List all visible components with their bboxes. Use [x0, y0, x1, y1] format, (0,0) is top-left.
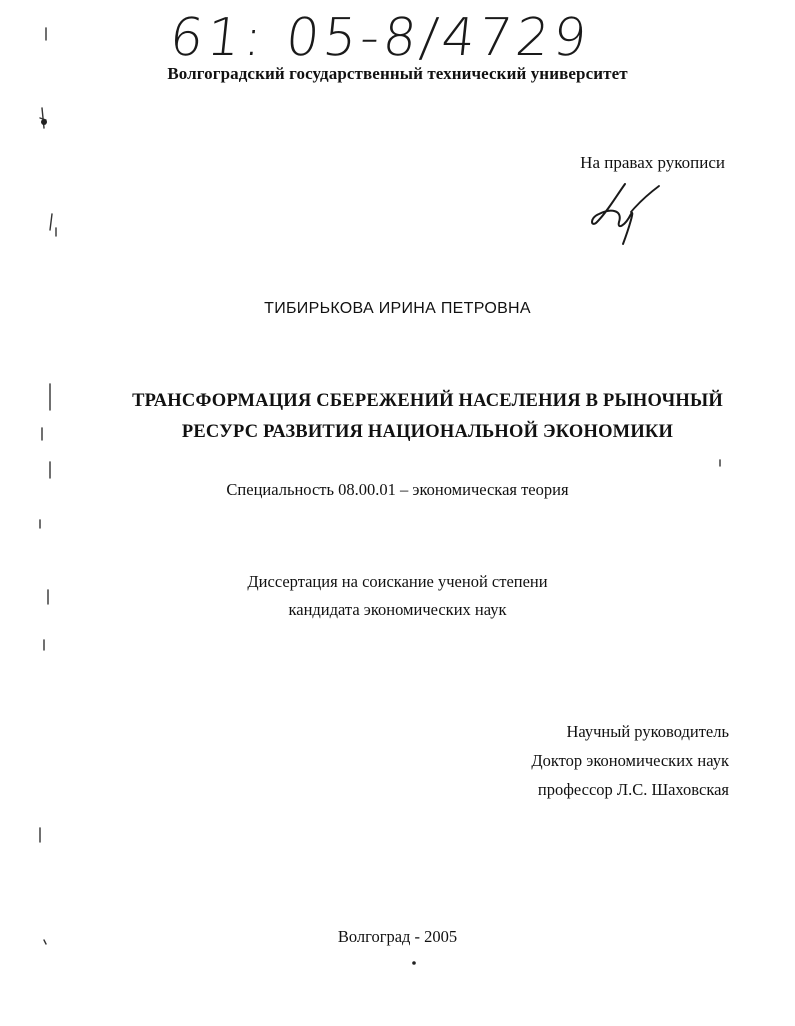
degree-line-1: Диссертация на соискание ученой степени	[247, 572, 548, 591]
place-year: Волгоград - 2005	[337, 927, 458, 946]
author-name: ТИБИРЬКОВА ИРИНА ПЕТРОВНА	[264, 300, 531, 317]
supervisor-role: Научный руководитель	[566, 722, 729, 741]
manuscript-rights-label: На правах рукописи	[580, 153, 725, 172]
title-line-2: РЕСУРС РАЗВИТИЯ НАЦИОНАЛЬНОЙ ЭКОНОМИКИ	[181, 422, 674, 442]
supervisor-degree: Доктор экономических наук	[531, 751, 729, 770]
dissertation-title	[60, 386, 795, 448]
handwritten-archive-code: 61: 05-8/4729	[166, 8, 594, 68]
degree-line-2: кандидата экономических наук	[288, 600, 507, 619]
dissertation-degree	[0, 568, 795, 624]
university-name: Волгоградский государственный технический университет	[167, 64, 628, 83]
title-line-1: ТРАНСФОРМАЦИЯ СБЕРЕЖЕНИЙ НАСЕЛЕНИЯ В РЫНОЧНЫЙ	[132, 391, 723, 411]
signature-mark	[585, 178, 665, 250]
supervisor-block	[531, 717, 729, 804]
supervisor-name: профессор Л.С. Шаховская	[537, 780, 729, 799]
specialty-line: Специальность 08.00.01 – экономическая теория	[226, 480, 569, 499]
